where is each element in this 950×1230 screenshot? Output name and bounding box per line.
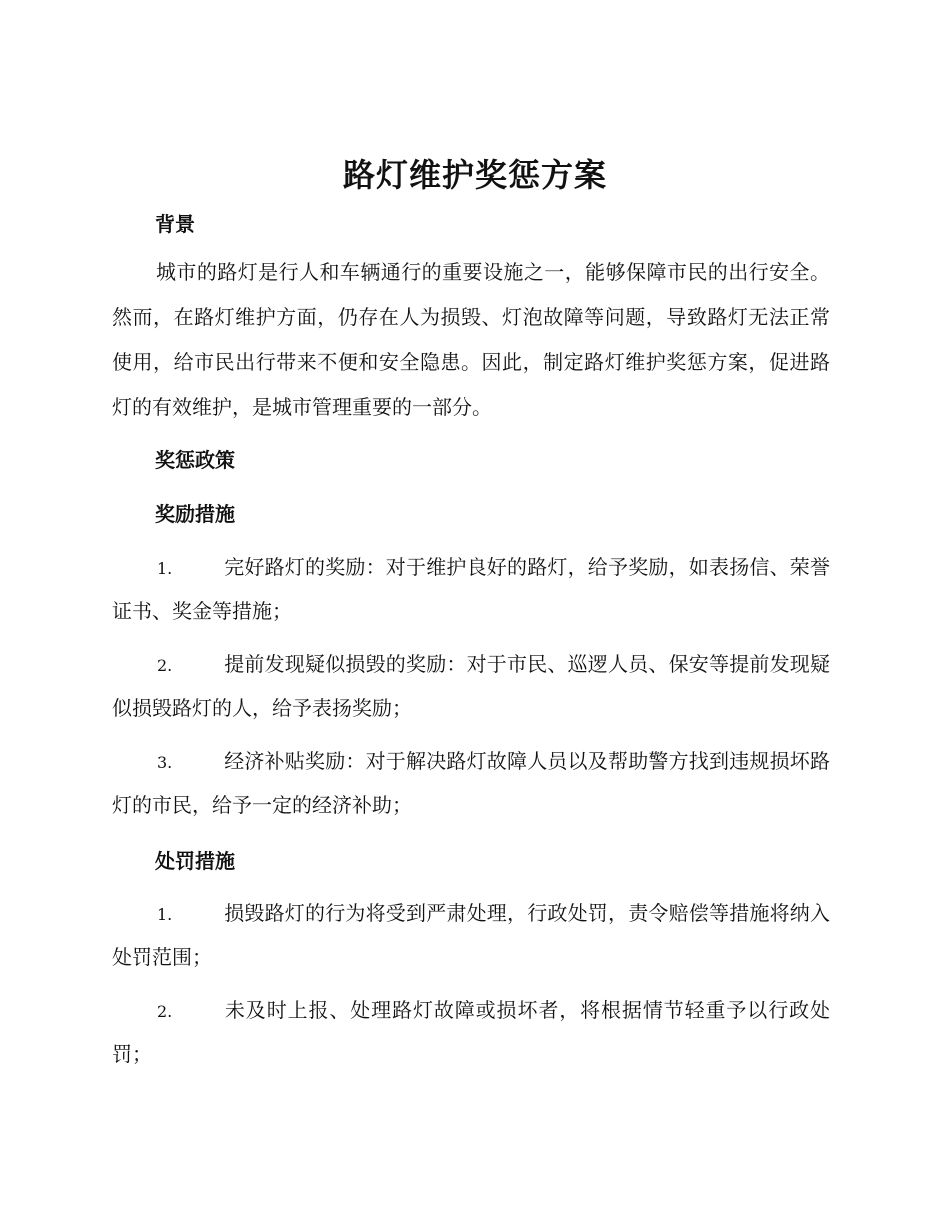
heading-background: 背景 xyxy=(155,212,195,236)
heading-penalties: 处罚措施 xyxy=(155,849,235,873)
paragraph-background: 城市的路灯是行人和车辆通行的重要设施之一，能够保障市民的出行安全。然而，在路灯维护方面，仍存在人为损毁、灯泡故障等问题，导致路灯无法正常使用，给市民出行带来不便和安全隐患。因此，制定路灯维护奖惩方案，促进路灯的有效维护，是城市管理重要的一部分。 xyxy=(112,260,830,419)
document-title: 路灯维护奖惩方案 xyxy=(342,156,607,194)
heading-rewards: 奖励措施 xyxy=(155,502,235,526)
reward-item-3 xyxy=(112,740,830,827)
list-item-text: 损毁路灯的行为将受到严肃处理，行政处罚，责令赔偿等措施将纳入处罚范围； xyxy=(112,901,830,969)
list-item-text: 完好路灯的奖励：对于维护良好的路灯，给予奖励，如表扬信、荣誉证书、奖金等措施； xyxy=(112,555,830,623)
list-item-text: 经济补贴奖励：对于解决路灯故障人员以及帮助警方找到违规损坏路灯的市民，给予一定的经济补助； xyxy=(112,749,830,817)
list-item-text: 提前发现疑似损毁的奖励：对于市民、巡逻人员、保安等提前发现疑似损毁路灯的人，给予表扬奖励； xyxy=(112,652,830,720)
list-number: 2. xyxy=(157,656,173,675)
list-number: 3. xyxy=(157,753,173,772)
list-number: 2. xyxy=(157,1002,173,1021)
list-number: 1. xyxy=(157,905,173,924)
list-item-text: 未及时上报、处理路灯故障或损坏者，将根据情节轻重予以行政处罚； xyxy=(112,998,830,1066)
penalty-item-2 xyxy=(112,989,830,1076)
list-number: 1. xyxy=(157,559,173,578)
reward-item-2 xyxy=(112,643,830,730)
penalty-item-1 xyxy=(112,892,830,979)
heading-policy: 奖惩政策 xyxy=(155,448,235,472)
reward-item-1 xyxy=(112,546,830,633)
